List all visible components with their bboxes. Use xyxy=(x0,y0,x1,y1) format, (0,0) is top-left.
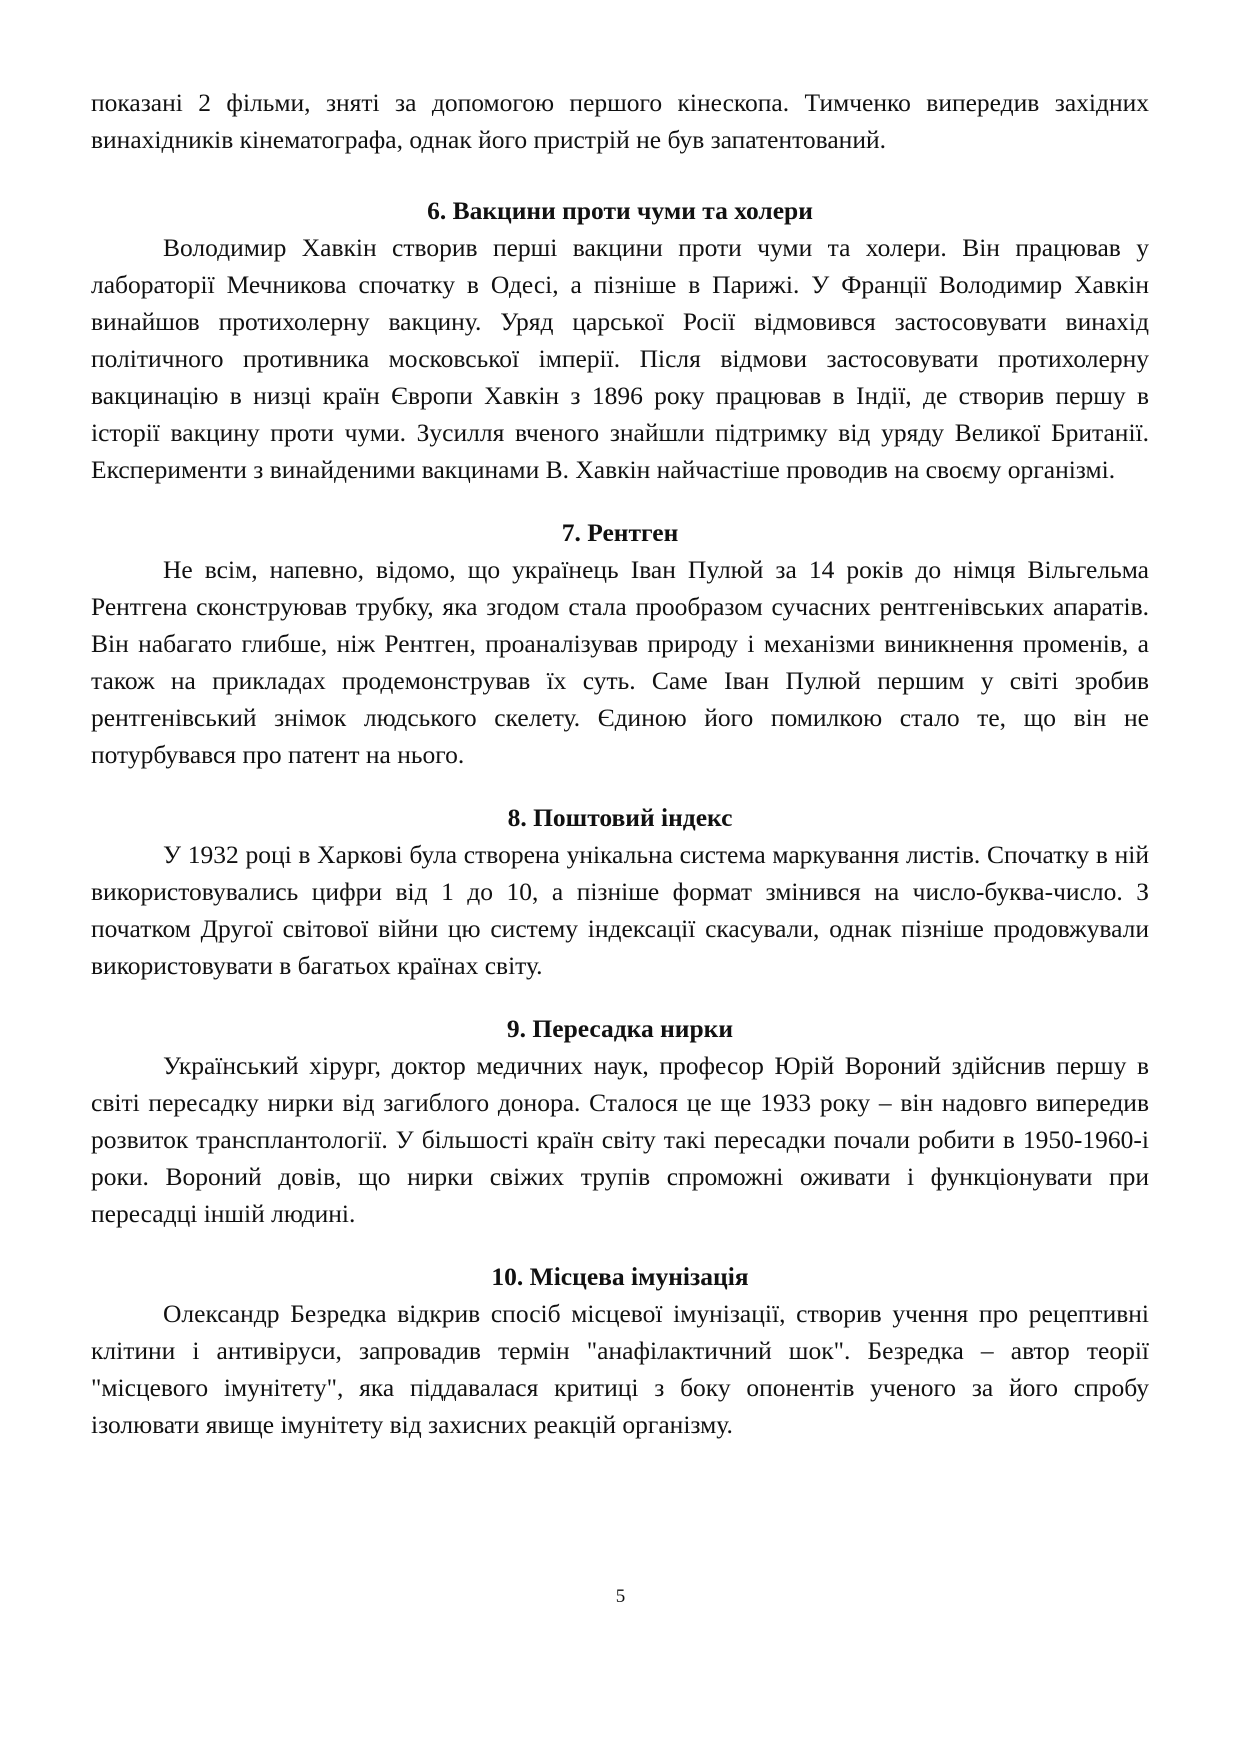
section-heading-postal-code: 8. Поштовий індекс xyxy=(507,803,733,832)
section-text-postal-code: У 1932 році в Харкові була створена унікальна система маркування листів. Спочатку в ній використовувались цифри від 1 до 10, а пізніше формат змінився на число-буква-число. З початком Другої світової війни цю систему індексації скасували, однак пізніше продовжували використовувати в багатьох країнах світу. xyxy=(91,840,1149,980)
intro-paragraph: показані 2 фільми, зняті за допомогою першого кінескопа. Тимченко випередив західних винахідників кінематографа, однак його пристрій не був запатентований. xyxy=(91,88,1149,154)
page-number: 5 xyxy=(615,1586,626,1607)
document-page xyxy=(91,84,1149,1443)
section-text-local-immunization: Олександр Безредка відкрив спосіб місцевої імунізації, створив учення про рецептивні клітини і антивіруси, запровадив термін "анафілактичний шок". Безредка – автор теорії "місцевого імунітету", яка піддавалася критиці з боку опонентів ученого за його спробу ізолювати явище імунітету від захисних реакцій організму. xyxy=(91,1299,1149,1439)
section-text-kidney-transplant: Український хірург, доктор медичних наук, професор Юрій Вороний здійснив першу в світі пересадку нирки від загиблого донора. Сталося це ще 1933 року – він надовго випередив розвиток трансплантології. У більшості країн світу такі пересадки почали робити в 1950-1960-і роки. Вороний довів, що нирки свіжих трупів спроможні оживати і функціонувати при пересадці іншій людині. xyxy=(91,1051,1149,1228)
section-heading-vaccines: 6. Вакцини проти чуми та холери xyxy=(427,196,813,225)
section-heading-kidney-transplant: 9. Пересадка нирки xyxy=(506,1014,734,1043)
section-text-vaccines: Володимир Хавкін створив перші вакцини проти чуми та холери. Він працював у лабораторії Мечникова спочатку в Одесі, а пізніше в Парижі. У Франції Володимир Хавкін винайшов протихолерну вакцину. Уряд царської Росії відмовився застосовувати винахід політичного противника московської імперії. Після відмови застосовувати протихолерну вакцинацію в низці країн Європи Хавкін з 1896 року працював в Індії, де створив першу в історії вакцину проти чуми. Зусилля вченого знайшли підтримку від уряду Великої Британії. Експерименти з винайденими вакцинами В. Хавкін найчастіше проводив на своєму організмі. xyxy=(91,233,1149,484)
section-text-xray: Не всім, напевно, відомо, що українець Іван Пулюй за 14 років до німця Вільгельма Рентгена сконструював трубку, яка згодом стала прообразом сучасних рентгенівських апаратів. Він набагато глибше, ніж Рентген, проаналізував природу і механізми виникнення променів, а також на прикладах продемонстрував їх суть. Саме Іван Пулюй першим у світі зробив рентгенівський знімок людського скелету. Єдиною його помилкою стало те, що він не потурбувався про патент на нього. xyxy=(91,555,1149,769)
section-heading-xray: 7. Рентген xyxy=(561,518,679,547)
section-heading-local-immunization: 10. Місцева імунізація xyxy=(491,1262,749,1291)
